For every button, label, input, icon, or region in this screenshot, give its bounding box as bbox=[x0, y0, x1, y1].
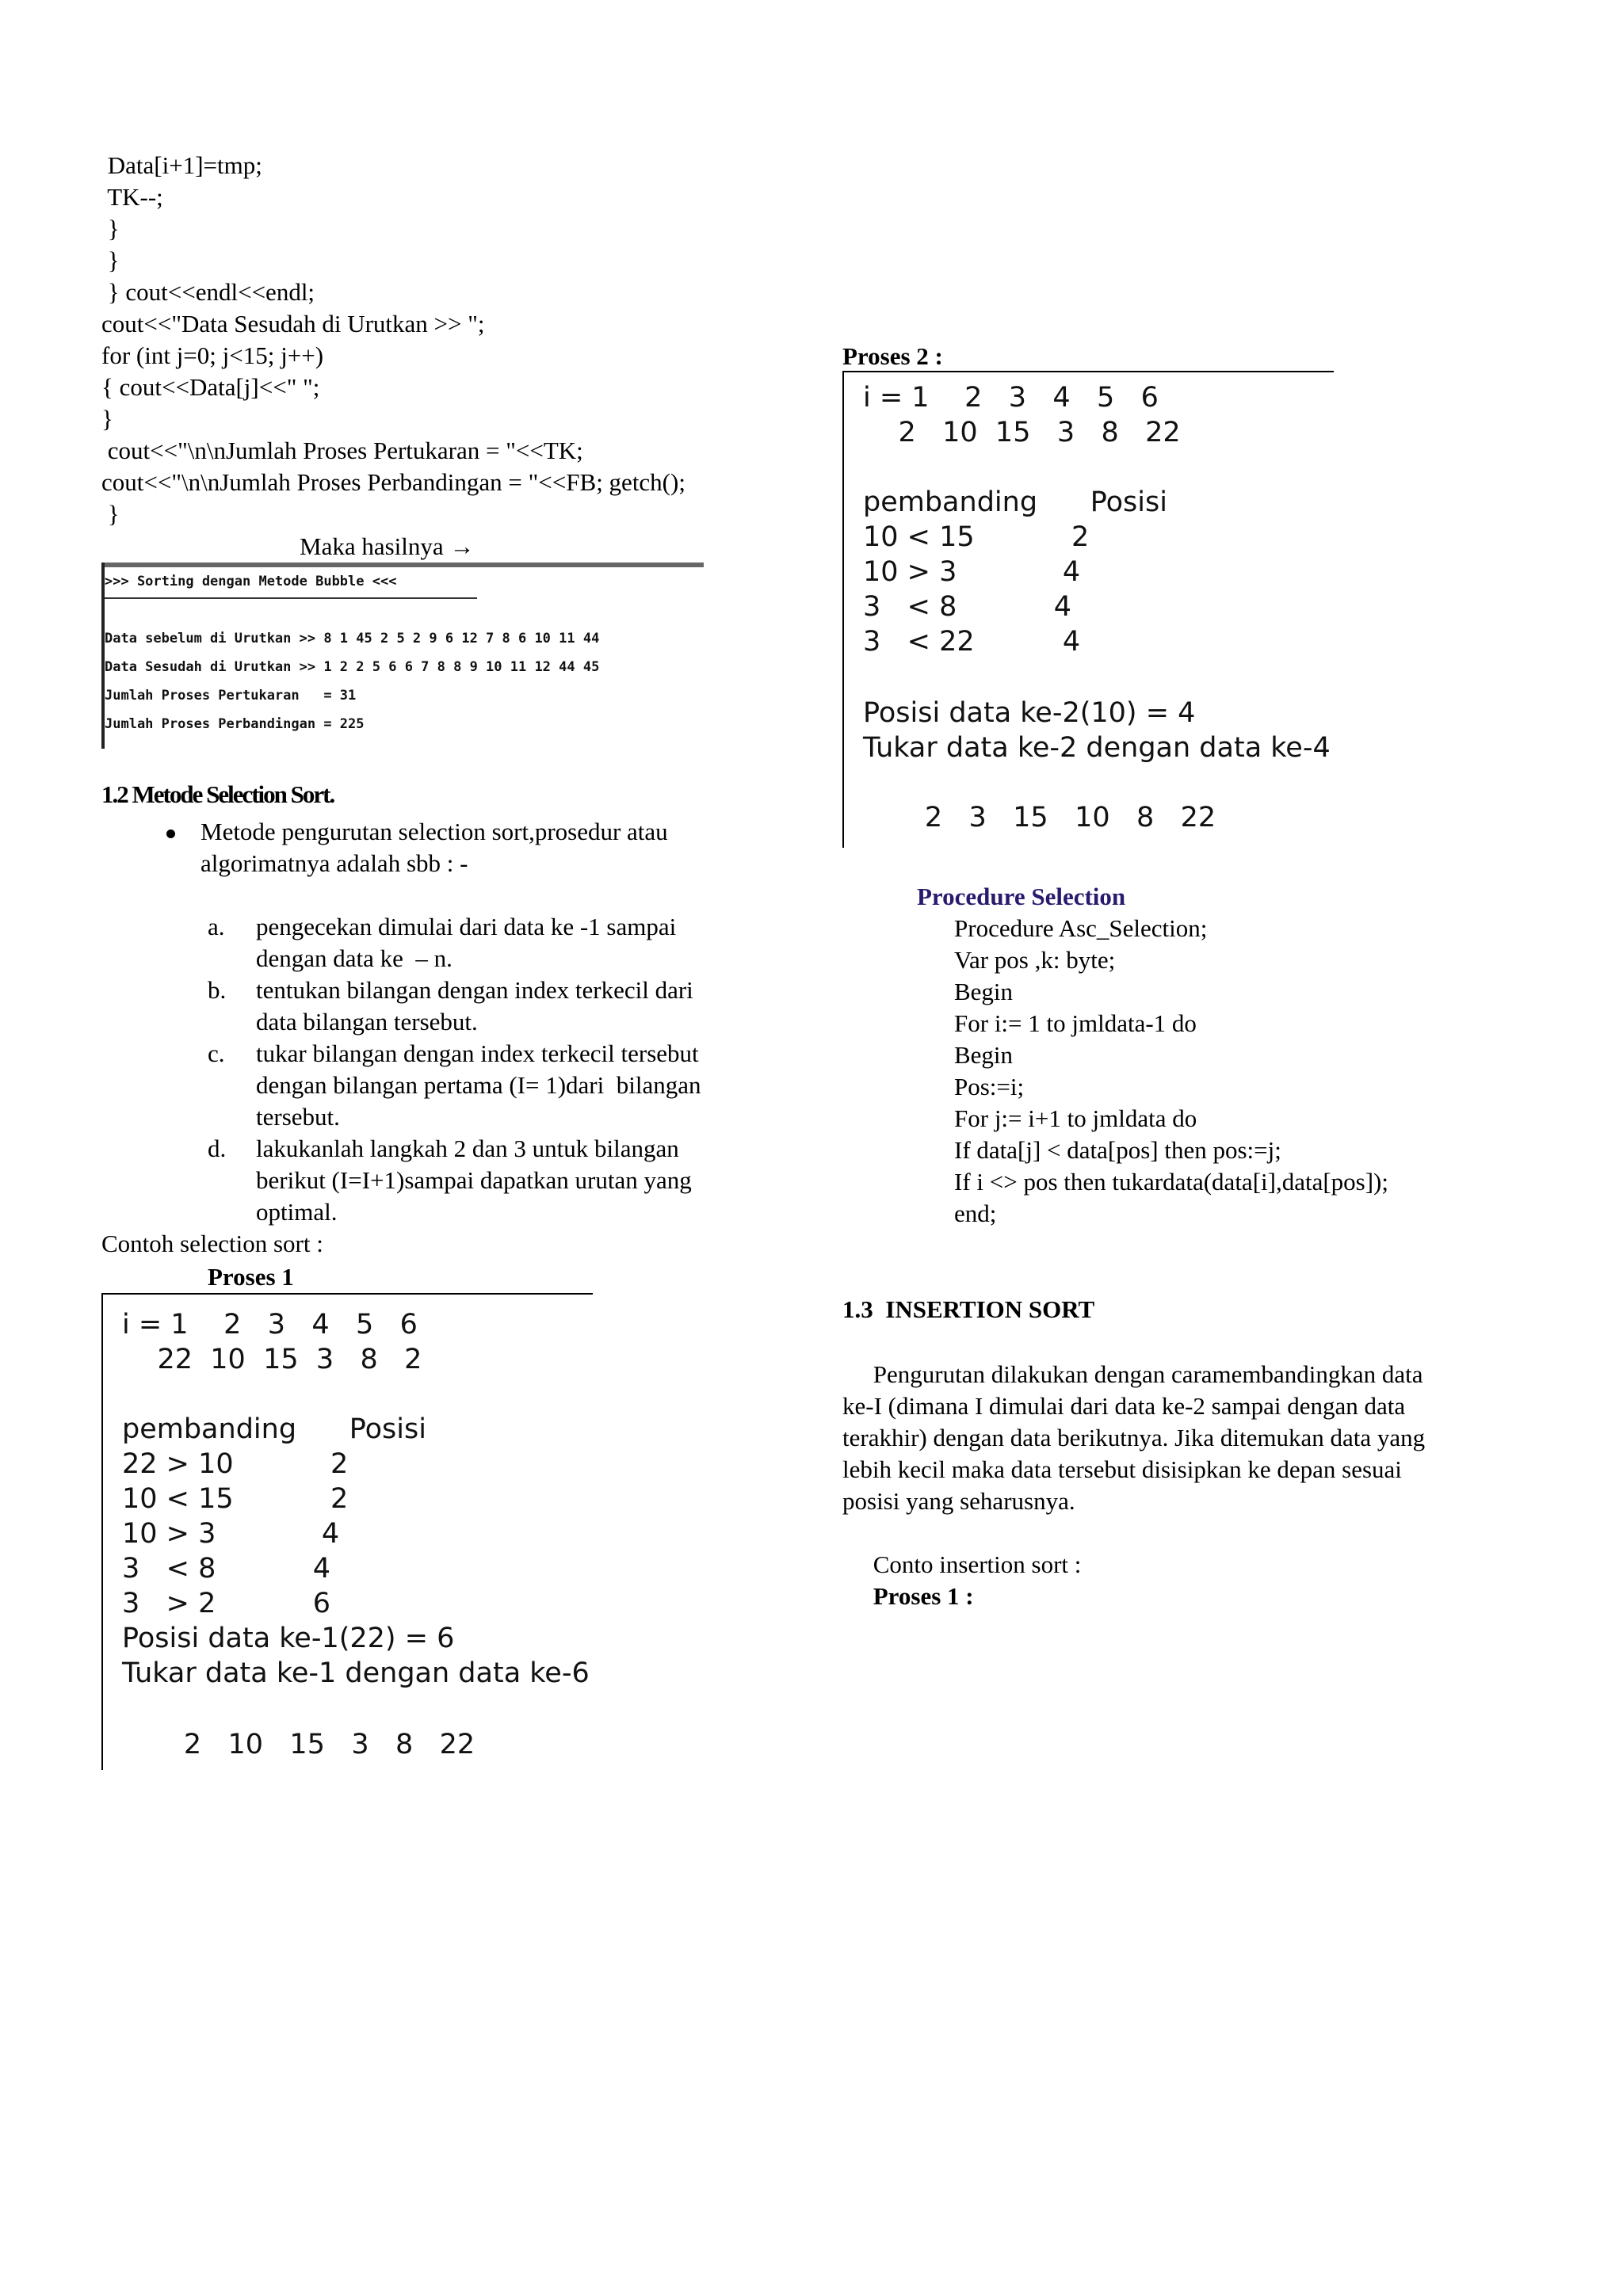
paragraph-line: Pengurutan dilakukan dengan caramembandingkan data bbox=[842, 1360, 1423, 1388]
code-line: cout<<"\n\nJumlah Proses Pertukaran = "<<TK; bbox=[101, 437, 583, 464]
paragraph-line: posisi yang seharusnya. bbox=[842, 1487, 1075, 1515]
bullet-line: Metode pengurutan selection sort,prosedur atau bbox=[200, 818, 668, 845]
code-line: } bbox=[101, 405, 113, 433]
proses-1-label: Proses 1 bbox=[208, 1263, 294, 1291]
box-line: 10 < 15 2 bbox=[122, 1483, 349, 1515]
section-1-2-title: 1.2 Metode Selection Sort. bbox=[101, 780, 334, 808]
code-line: Data[i+1]=tmp; bbox=[101, 151, 262, 179]
console-output bbox=[101, 563, 704, 749]
code-line: for (int j=0; j<15; j++) bbox=[101, 341, 324, 369]
procedure-line: Begin bbox=[954, 1041, 1014, 1069]
box-line: 2 3 15 10 8 22 bbox=[863, 802, 1216, 833]
console-title: >>> Sorting dengan Metode Bubble <<< bbox=[105, 574, 397, 589]
box-line: 22 > 10 2 bbox=[122, 1448, 349, 1480]
insertion-proses-1-label: Proses 1 : bbox=[842, 1582, 974, 1610]
section-1-3-title: 1.3 INSERTION SORT bbox=[842, 1295, 1095, 1323]
proses-2-box bbox=[842, 371, 1334, 848]
step-line: tersebut. bbox=[256, 1103, 340, 1131]
step-line: tentukan bilangan dengan index terkecil dari bbox=[256, 976, 693, 1004]
box-left-border bbox=[101, 1293, 103, 1770]
box-line: 2 10 15 3 8 22 bbox=[863, 417, 1181, 448]
procedure-line: end; bbox=[954, 1199, 997, 1227]
step-marker: b. bbox=[208, 976, 227, 1004]
step-line: data bilangan tersebut. bbox=[256, 1008, 478, 1035]
proses-1-box bbox=[101, 1293, 593, 1770]
step-line: berikut (I=I+1)sampai dapatkan urutan yang bbox=[256, 1166, 692, 1194]
box-line: 10 > 3 4 bbox=[863, 556, 1081, 588]
code-line: TK--; bbox=[101, 183, 163, 211]
step-line: lakukanlah langkah 2 dan 3 untuk bilangan bbox=[256, 1135, 679, 1162]
box-line: 3 > 2 6 bbox=[122, 1588, 331, 1619]
console-divider bbox=[105, 597, 477, 599]
proses-2-label: Proses 2 : bbox=[842, 342, 943, 370]
code-line: } bbox=[101, 246, 120, 274]
step-line: pengecekan dimulai dari data ke -1 sampai bbox=[256, 913, 677, 940]
code-line: } bbox=[101, 500, 120, 528]
procedure-line: If i <> pos then tukardata(data[i],data[pos]); bbox=[954, 1168, 1388, 1196]
console-compares: Jumlah Proses Perbandingan = 225 bbox=[105, 716, 365, 732]
code-line: cout<<"\n\nJumlah Proses Perbandingan = "<<FB; getch(); bbox=[101, 468, 685, 496]
box-line: 10 < 15 2 bbox=[863, 521, 1090, 553]
box-line: 2 10 15 3 8 22 bbox=[122, 1729, 475, 1760]
box-line: Posisi data ke-2(10) = 4 bbox=[863, 697, 1196, 729]
step-line: optimal. bbox=[256, 1198, 338, 1226]
step-marker: d. bbox=[208, 1135, 227, 1162]
box-line: i = 1 2 3 4 5 6 bbox=[122, 1309, 418, 1341]
console-after: Data Sesudah di Urutkan >> 1 2 2 5 6 6 7 8 8 9 10 11 12 44 45 bbox=[105, 659, 600, 675]
procedure-line: Var pos ,k: byte; bbox=[954, 946, 1116, 974]
result-caption: Maka hasilnya → bbox=[300, 532, 475, 560]
procedure-line: For i:= 1 to jmldata-1 do bbox=[954, 1009, 1197, 1037]
box-top-border bbox=[101, 1293, 593, 1295]
box-line: pembanding Posisi bbox=[122, 1413, 426, 1445]
box-line: 10 > 3 4 bbox=[122, 1518, 340, 1550]
console-before: Data sebelum di Urutkan >> 8 1 45 2 5 2 9 6 12 7 8 6 10 11 44 bbox=[105, 631, 600, 646]
bullet-line: algorimatnya adalah sbb : - bbox=[200, 849, 468, 877]
box-line: Tukar data ke-2 dengan data ke-4 bbox=[863, 732, 1331, 764]
code-line: { cout<<Data[j]<<" "; bbox=[101, 373, 320, 401]
box-top-border bbox=[842, 371, 1334, 372]
box-line: pembanding Posisi bbox=[863, 486, 1167, 518]
procedure-line: Procedure Asc_Selection; bbox=[954, 914, 1208, 942]
paragraph-line: ke-I (dimana I dimulai dari data ke-2 sampai dengan data bbox=[842, 1392, 1406, 1420]
procedure-line: Pos:=i; bbox=[954, 1073, 1025, 1100]
code-line: } cout<<endl<<endl; bbox=[101, 278, 315, 306]
insertion-example-label: Conto insertion sort : bbox=[842, 1550, 1082, 1578]
procedure-line: If data[j] < data[pos] then pos:=j; bbox=[954, 1136, 1281, 1164]
step-marker: a. bbox=[208, 913, 225, 940]
contoh-label: Contoh selection sort : bbox=[101, 1230, 323, 1257]
box-line: Tukar data ke-1 dengan data ke-6 bbox=[122, 1657, 590, 1689]
box-line: 22 10 15 3 8 2 bbox=[122, 1344, 422, 1375]
box-line: 3 < 8 4 bbox=[122, 1553, 331, 1585]
step-line: dengan data ke – n. bbox=[256, 944, 453, 972]
console-swaps: Jumlah Proses Pertukaran = 31 bbox=[105, 688, 357, 704]
box-line: 3 < 8 4 bbox=[863, 591, 1072, 623]
box-line: 3 < 22 4 bbox=[863, 626, 1081, 658]
box-left-border bbox=[842, 371, 844, 848]
paragraph-line: lebih kecil maka data tersebut disisipkan ke depan sesuai bbox=[842, 1455, 1402, 1483]
console-top-border bbox=[101, 563, 704, 567]
step-line: dengan bilangan pertama (I= 1)dari bilangan bbox=[256, 1071, 701, 1099]
step-marker: c. bbox=[208, 1039, 225, 1067]
procedure-line: Begin bbox=[954, 978, 1014, 1005]
box-line: i = 1 2 3 4 5 6 bbox=[863, 382, 1159, 414]
paragraph-line: terakhir) dengan data berikutnya. Jika ditemukan data yang bbox=[842, 1424, 1426, 1451]
code-line: } bbox=[101, 215, 120, 242]
box-line: Posisi data ke-1(22) = 6 bbox=[122, 1623, 455, 1654]
procedure-title: Procedure Selection bbox=[917, 883, 1126, 910]
procedure-line: For j:= i+1 to jmldata do bbox=[954, 1104, 1197, 1132]
step-line: tukar bilangan dengan index terkecil tersebut bbox=[256, 1039, 699, 1067]
bullet-icon bbox=[166, 830, 175, 838]
code-line: cout<<"Data Sesudah di Urutkan >> "; bbox=[101, 310, 485, 338]
